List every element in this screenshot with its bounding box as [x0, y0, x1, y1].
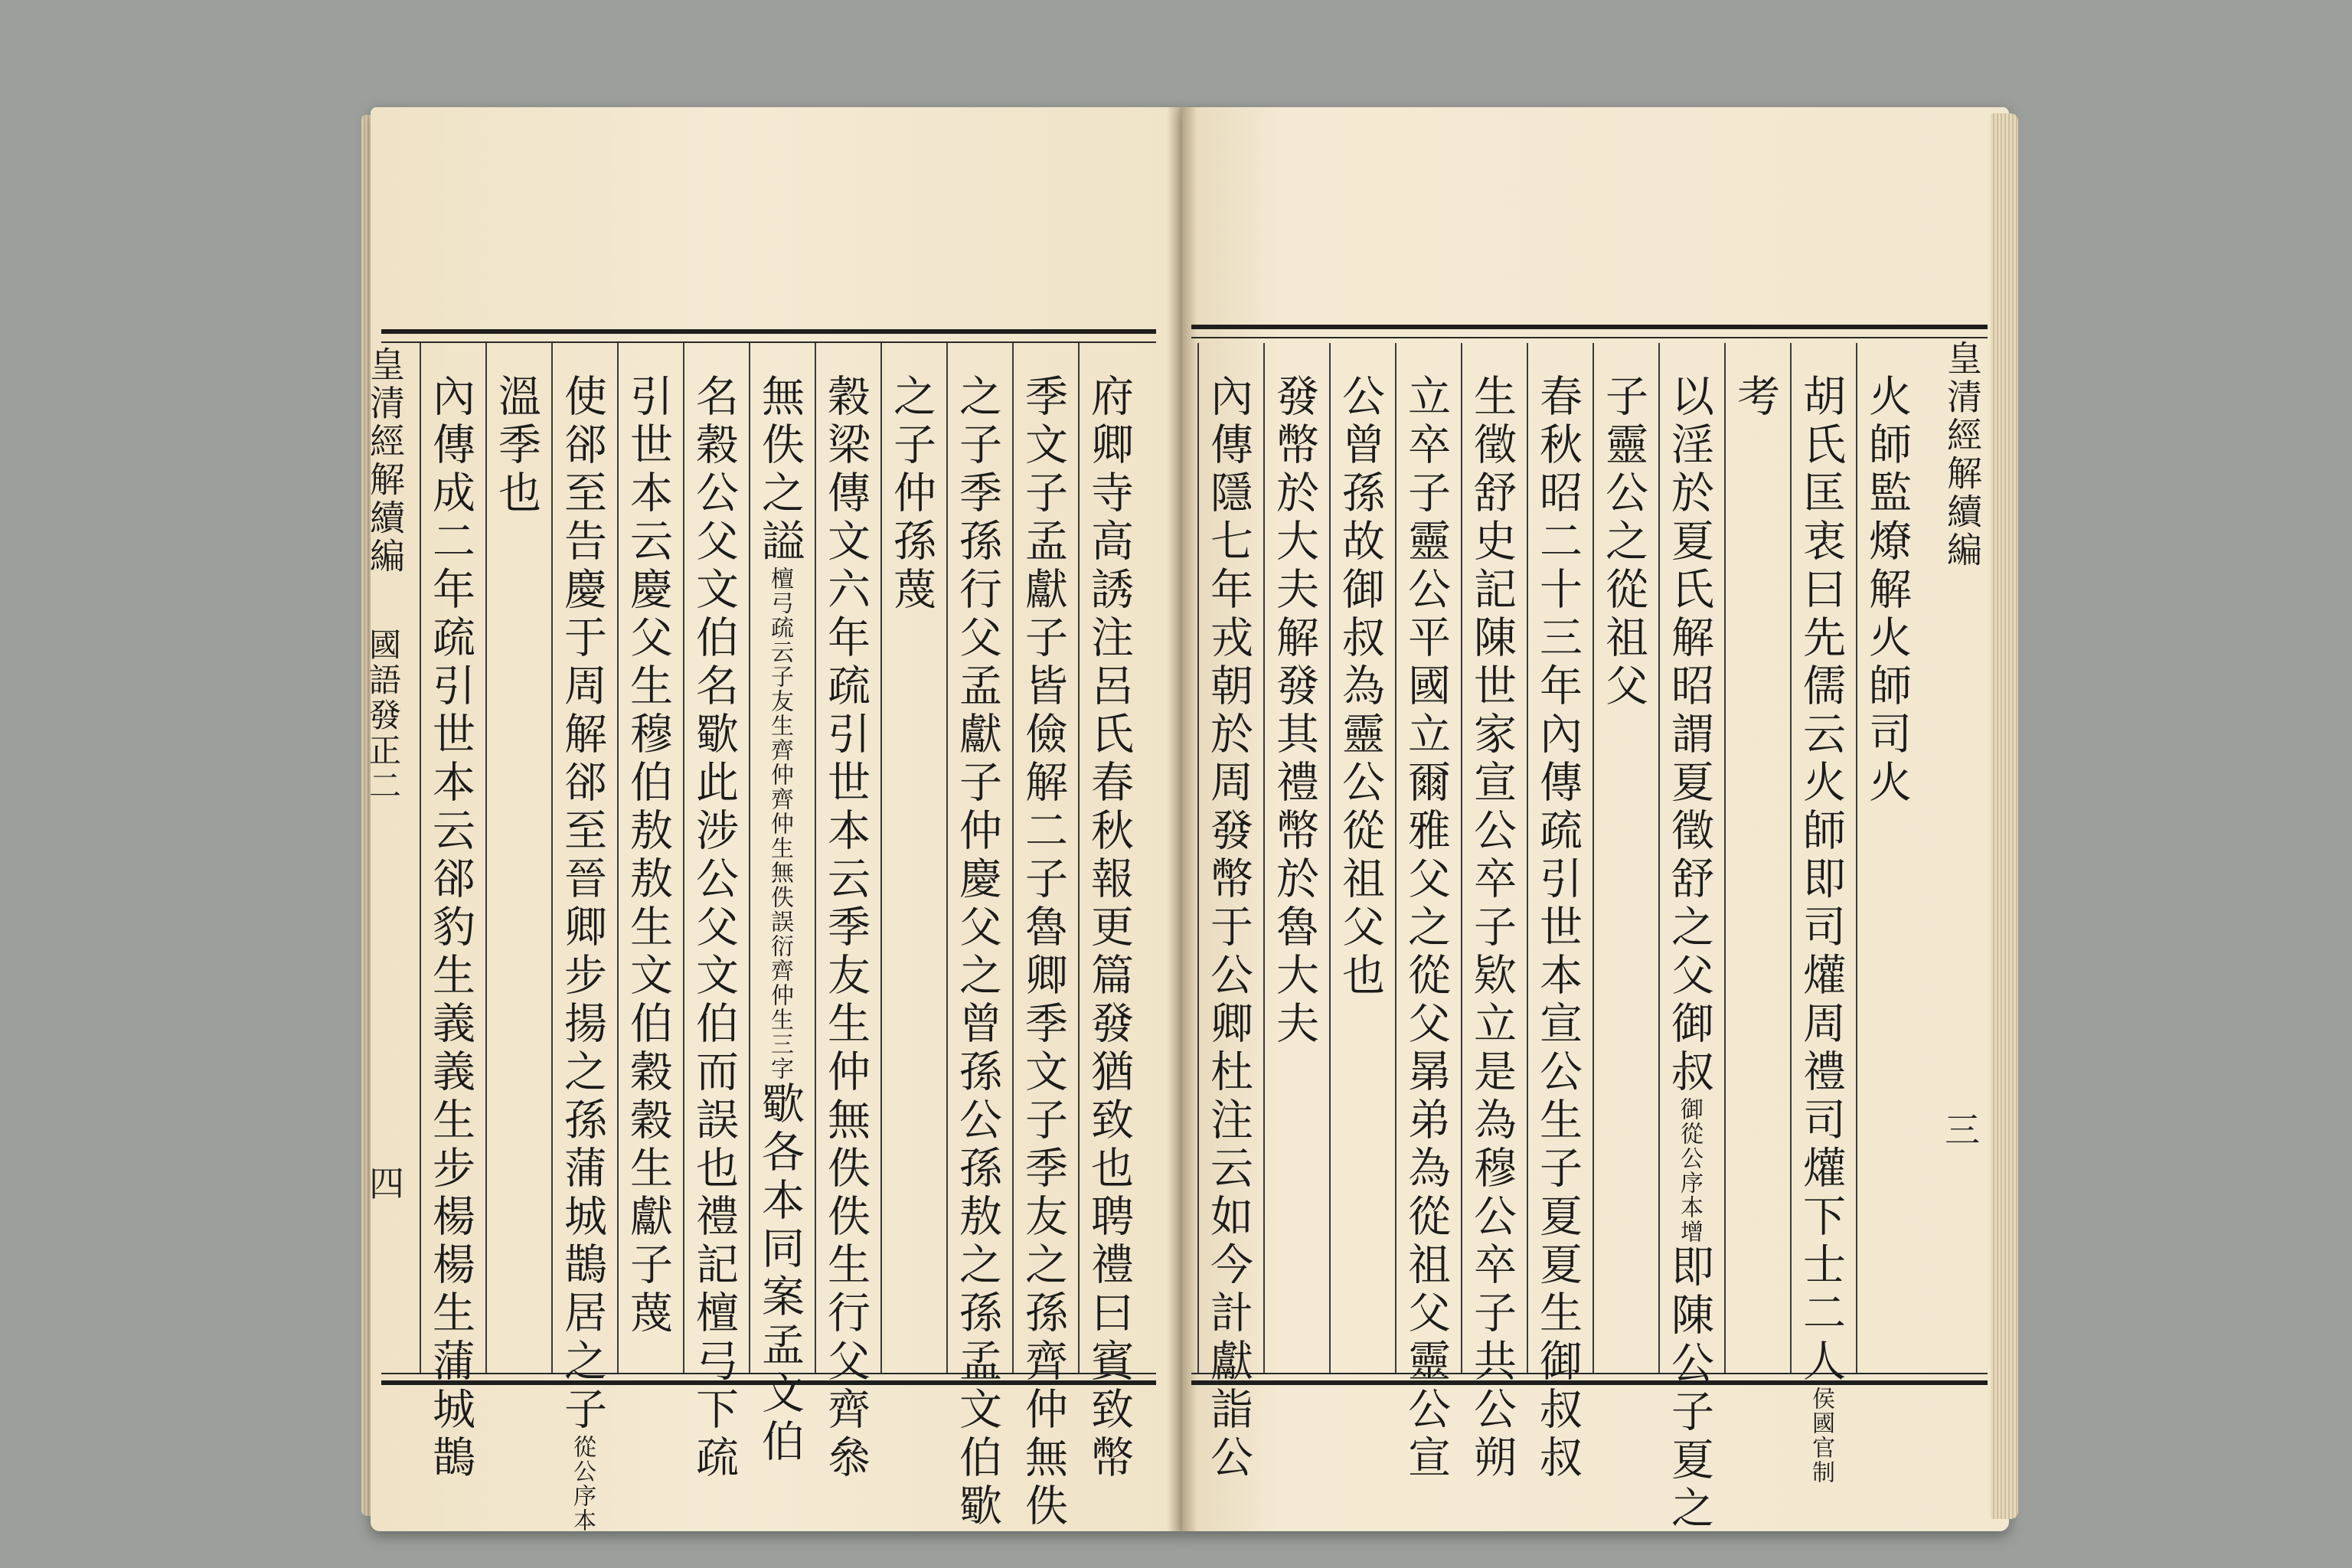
left-margin-title: 皇清經解續編	[364, 346, 406, 576]
right-col-separator	[1395, 343, 1396, 1373]
left-col-separator	[617, 343, 619, 1373]
right-col-separator	[1461, 343, 1462, 1373]
right-col-11	[1204, 374, 1253, 1483]
right-col-5	[1599, 374, 1648, 711]
right-col-8	[1401, 374, 1451, 1483]
col-text: 立卒子靈公平國立爾雅父之從父晜弟為從祖父靈公宣	[1401, 374, 1451, 1483]
left-col-separator	[551, 343, 553, 1373]
right-col-6	[1533, 374, 1583, 1483]
col-note: 從公序本	[569, 1435, 596, 1533]
left-col-separator	[815, 343, 816, 1373]
right-bottom-rule	[1191, 1380, 1988, 1385]
right-col-separator	[1263, 343, 1265, 1373]
col-note: 御從公序本增	[1676, 1097, 1703, 1244]
left-margin-section: 國語發正二	[364, 628, 402, 804]
col-text: 之子仲孫蔑	[887, 374, 936, 615]
col-text: 府卿寺高誘注呂氏春秋報更篇發猶致也聘禮曰賓致幣	[1084, 374, 1134, 1483]
right-col-separator	[1527, 343, 1528, 1373]
left-col-separator	[683, 343, 684, 1373]
left-col-10	[492, 374, 541, 518]
left-col-separator	[880, 343, 882, 1373]
right-col-separator	[1724, 343, 1726, 1373]
col-text: 胡氏匡衷曰先儒云火師即司爟周禮司爟下士二人	[1796, 374, 1846, 1387]
left-col-4	[887, 374, 936, 615]
right-col-4	[1664, 374, 1714, 1534]
page-edge-right	[1991, 113, 2018, 1519]
col-text: 季文子孟獻子皆儉解二子魯卿季文子季友之孫齊仲無佚	[1018, 374, 1068, 1531]
col-text: 子靈公之從祖父	[1599, 374, 1648, 711]
right-folio: 三	[1945, 1109, 1980, 1151]
col-text: 穀梁傳文六年疏引世本云季友生仲無佚佚生行父齊叅	[821, 374, 871, 1483]
col-text: 使郤至告慶于周解郤至晉卿步揚之孫蒲城鵲居之子	[557, 374, 607, 1435]
left-col-separator	[485, 343, 487, 1373]
col-text: 火師監燎解火師司火	[1862, 374, 1912, 808]
col-text: 內傳成二年疏引世本云郤豹生義義生步楊楊生蒲城鵲	[426, 374, 475, 1483]
left-col-9	[557, 374, 607, 1533]
left-top-rule	[381, 329, 1156, 334]
col-text: 考	[1730, 374, 1780, 422]
right-col-3	[1730, 374, 1780, 422]
col-text: 發幣於大夫解發其禮幣於魯大夫	[1269, 374, 1319, 1049]
right-col-separator	[1592, 343, 1594, 1373]
left-col-separator	[420, 343, 421, 1373]
right-bottom-rule-inner	[1191, 1373, 1988, 1374]
col-text: 名穀公父文伯名歜此涉公父文伯而誤也禮記檀弓下疏	[689, 374, 739, 1483]
left-col-separator	[749, 343, 750, 1373]
col-text: 生徵舒史記陳世家宣公卒子欵立是為穆公卒子共公朔	[1467, 374, 1517, 1483]
right-col-separator	[1790, 343, 1792, 1373]
right-col-separator	[1329, 343, 1331, 1373]
col-text: 引世本云慶父生穆伯敖敖生文伯穀穀生獻子蔑	[623, 374, 673, 1338]
book-gutter	[1167, 107, 1197, 1531]
left-col-7	[689, 374, 739, 1483]
col-text: 無佚之謚	[755, 374, 805, 567]
right-col-9	[1335, 374, 1385, 1001]
left-col-11	[426, 374, 475, 1483]
left-col-2	[1018, 374, 1068, 1531]
left-col-8	[623, 374, 673, 1338]
col-text-cont: 即陳公子夏之	[1664, 1244, 1714, 1534]
col-text: 溫季也	[492, 374, 541, 518]
left-col-3	[952, 374, 1002, 1531]
right-col-2	[1796, 374, 1846, 1485]
right-margin-title: 皇清經解續編	[1942, 340, 1983, 570]
right-col-1	[1862, 374, 1912, 808]
col-note: 侯國官制	[1808, 1387, 1834, 1485]
left-top-rule-inner	[381, 341, 1156, 343]
col-text: 之子季孫行父孟獻子仲慶父之曾孫公孫敖之孫孟文伯歜	[952, 374, 1002, 1531]
right-col-7	[1467, 374, 1517, 1483]
col-text: 公曾孫故御叔為靈公從祖父也	[1335, 374, 1385, 1001]
left-col-1	[1084, 374, 1134, 1483]
left-col-5	[821, 374, 871, 1483]
right-col-separator	[1197, 343, 1199, 1373]
col-note: 檀弓疏云子友生齊仲齊仲生無佚誤衍齊仲生三字	[766, 567, 793, 1081]
col-text: 以淫於夏氏解昭謂夏徵舒之父御叔	[1664, 374, 1714, 1097]
right-top-rule-inner	[1191, 337, 1988, 338]
right-top-rule	[1191, 325, 1988, 329]
left-col-separator	[1012, 343, 1014, 1373]
left-folio: 四	[369, 1163, 404, 1204]
col-text-cont: 歜各本同案孟文伯	[755, 1081, 805, 1467]
right-col-separator	[1856, 343, 1857, 1373]
right-col-10	[1269, 374, 1319, 1049]
left-col-6	[755, 374, 805, 1467]
left-col-separator	[1078, 343, 1080, 1373]
left-col-separator	[946, 343, 948, 1373]
right-col-separator	[1658, 343, 1660, 1373]
col-text: 春秋昭二十三年內傳疏引世本宣公生子夏夏生御叔叔	[1533, 374, 1583, 1483]
col-text: 內傳隱七年戎朝於周發幣于公卿杜注云如今計獻詣公	[1204, 374, 1253, 1483]
